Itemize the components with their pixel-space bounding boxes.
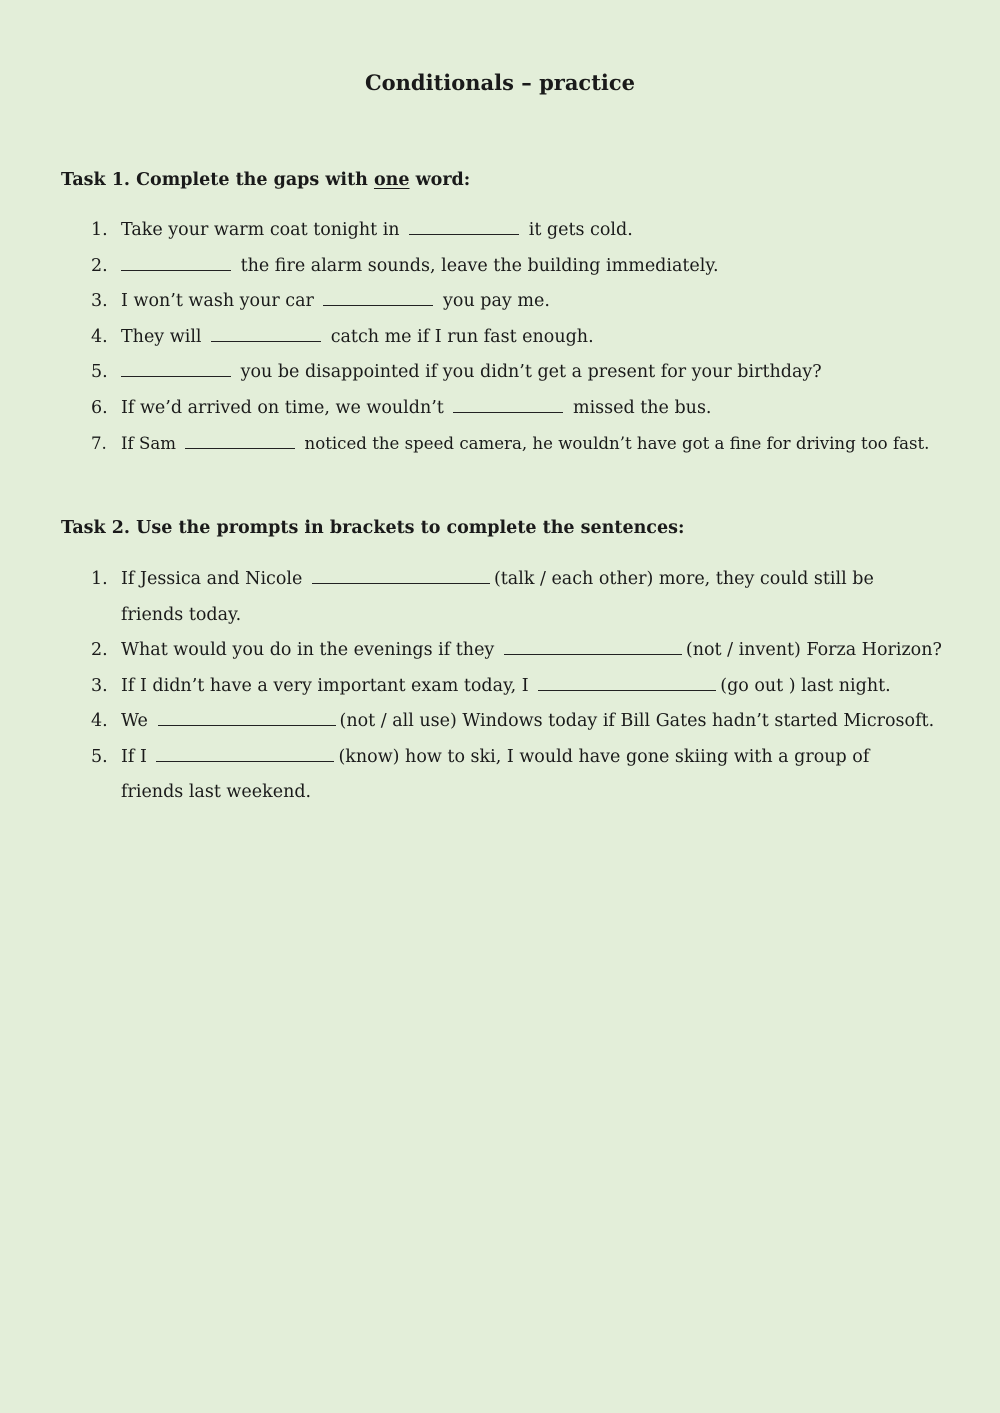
task1-heading-emphasis: one [373, 170, 410, 190]
sentence-after-gap: (go out ) last night. [720, 675, 891, 696]
sentence-after-gap: (not / invent) Forza Horizon? [685, 640, 942, 660]
answer-gap[interactable] [504, 653, 682, 655]
sentence-before-gap: I won’t wash your car [121, 291, 314, 311]
task1-heading [61, 170, 470, 190]
sentence-after-gap: (know) how to ski, I would have gone skiing with a group of friends last weekend. [121, 746, 870, 802]
item-number: 3. [91, 291, 108, 311]
task2-heading: Task 2. Use the prompts in brackets to complete the sentences: [61, 518, 685, 538]
item-number: 2. [91, 255, 108, 276]
task1-item [0, 213, 1000, 249]
sentence-after-gap: catch me if I run fast enough. [330, 326, 594, 347]
sentence-before-gap: If Jessica and Nicole [121, 569, 303, 589]
task2-item [0, 704, 1000, 740]
answer-gap[interactable] [211, 340, 321, 342]
sentence-after-gap: the fire alarm sounds, leave the building immediately. [240, 255, 719, 276]
answer-gap[interactable] [409, 233, 519, 235]
item-number: 5. [91, 746, 108, 767]
sentence-after-gap: (talk / each other) more, they could still be friends today. [121, 569, 874, 625]
answer-gap[interactable] [121, 269, 231, 271]
answer-gap[interactable] [121, 375, 231, 377]
sentence-before-gap: What would you do in the evenings if they [121, 640, 495, 660]
answer-gap[interactable] [156, 760, 334, 762]
task2-item [0, 740, 931, 811]
task2-item [0, 562, 931, 633]
sentence-after-gap: you pay me. [443, 291, 550, 311]
answer-gap[interactable] [185, 447, 295, 449]
item-number: 4. [91, 326, 108, 347]
sentence-after-gap: missed the bus. [572, 397, 712, 418]
page-title: Conditionals – practice [364, 70, 636, 95]
item-number: 1. [91, 569, 108, 589]
task1-item [0, 249, 1000, 285]
task1-item [0, 426, 1000, 462]
sentence-after-gap: noticed the speed camera, he wouldn’t have got a fine for driving too fast. [304, 434, 930, 453]
answer-gap[interactable] [312, 582, 490, 584]
task2-item [0, 669, 1000, 705]
item-number: 6. [91, 397, 108, 418]
task1-item [0, 284, 1000, 320]
sentence-before-gap: They will [121, 326, 202, 347]
answer-gap[interactable] [538, 689, 716, 691]
sentence-after-gap: (not / all use) Windows today if Bill Gates hadn’t started Microsoft. [339, 711, 935, 731]
answer-gap[interactable] [323, 304, 433, 306]
item-number: 1. [91, 220, 108, 240]
answer-gap[interactable] [453, 411, 563, 413]
sentence-after-gap: you be disappointed if you didn’t get a present for your birthday? [240, 362, 822, 382]
task1-item [0, 355, 1000, 391]
sentence-before-gap: Take your warm coat tonight in [121, 220, 400, 240]
sentence-before-gap: If Sam [121, 434, 176, 453]
task1-item [0, 391, 1000, 427]
sentence-before-gap: If I didn’t have a very important exam today, I [121, 675, 529, 696]
sentence-before-gap: If I [121, 746, 147, 767]
sentence-after-gap: it gets cold. [528, 220, 633, 240]
item-number: 4. [91, 711, 108, 731]
sentence-before-gap: We [121, 711, 148, 731]
item-number: 5. [91, 362, 108, 382]
task1-list [0, 213, 1000, 462]
item-number: 7. [91, 434, 107, 453]
sentence-before-gap: If we’d arrived on time, we wouldn’t [121, 397, 444, 418]
task1-heading-before: Task 1. Complete the gaps with [61, 170, 374, 190]
task2-list [0, 562, 1000, 811]
task2-item [0, 633, 1000, 669]
item-number: 2. [91, 640, 108, 660]
item-number: 3. [91, 675, 108, 696]
task1-item [0, 320, 1000, 356]
answer-gap[interactable] [158, 724, 336, 726]
task1-heading-after: word: [409, 170, 471, 190]
